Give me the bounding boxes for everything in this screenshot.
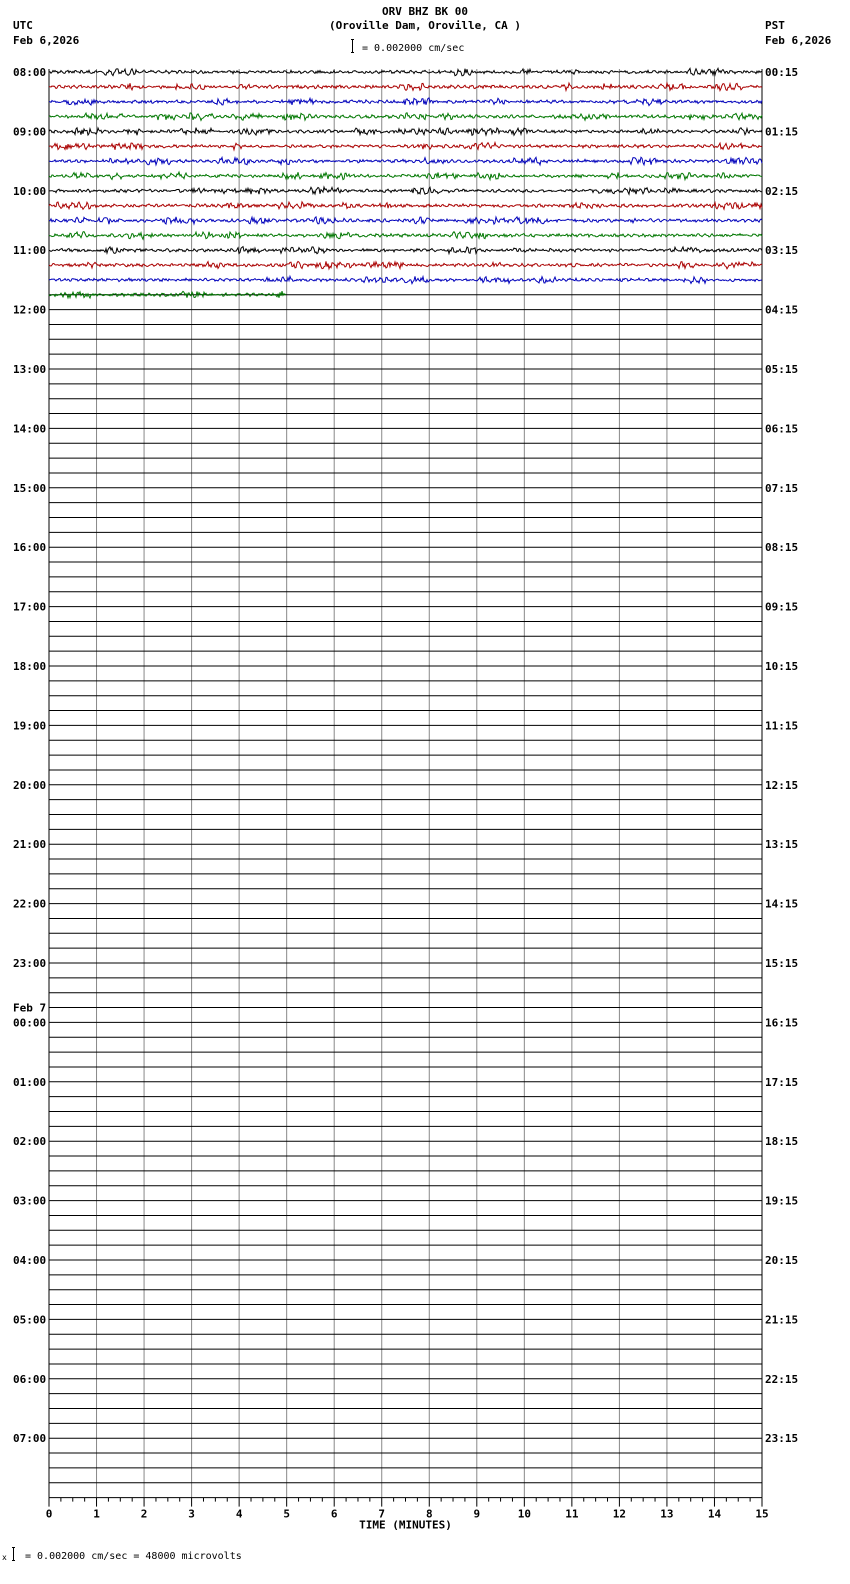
seismic-trace <box>49 217 762 224</box>
x-tick-label: 5 <box>283 1507 290 1521</box>
utc-hour-label: 14:00 <box>13 422 47 436</box>
utc-hour-label: 12:00 <box>13 303 47 317</box>
utc-hour-label: 09:00 <box>13 125 47 139</box>
pst-hour-label: 03:15 <box>765 244 799 258</box>
scale-label: = 0.002000 cm/sec <box>362 43 465 54</box>
x-tick-label: 3 <box>188 1507 195 1521</box>
footer-scale-icon <box>12 1547 16 1561</box>
seismic-trace <box>49 83 762 90</box>
seismic-trace <box>49 143 762 150</box>
pst-hour-label: 10:15 <box>765 660 799 673</box>
seismic-trace <box>49 261 762 269</box>
station-location: (Oroville Dam, Oroville, CA ) <box>328 19 522 32</box>
seismic-trace <box>49 276 762 283</box>
pst-hour-label: 14:15 <box>765 897 799 911</box>
pst-hour-label: 05:15 <box>765 363 799 376</box>
seismic-trace <box>49 128 762 136</box>
pst-hour-label: 23:15 <box>765 1432 799 1446</box>
time-axis <box>46 1498 769 1532</box>
pst-hour-label: 08:15 <box>765 541 799 555</box>
utc-hour-label: 13:00 <box>13 363 47 376</box>
pst-hour-label: 20:15 <box>765 1254 799 1267</box>
x-tick-label: 4 <box>235 1507 243 1521</box>
x-axis-label: TIME (MINUTES) <box>359 1518 452 1532</box>
seismic-trace <box>49 157 762 165</box>
x-tick-label: 11 <box>565 1507 579 1521</box>
x-tick-label: 15 <box>755 1507 769 1521</box>
x-tick-label: 7 <box>378 1507 386 1521</box>
date-change-label: Feb 7 <box>13 1001 47 1015</box>
utc-hour-label: 05:00 <box>13 1313 47 1327</box>
pst-hour-label: 16:15 <box>765 1016 799 1030</box>
seismic-trace <box>49 113 762 121</box>
footer-scale-note: = 0.002000 cm/sec = 48000 microvolts <box>25 1551 242 1562</box>
right-date: Feb 6,2026 <box>765 34 832 47</box>
pst-hour-label: 15:15 <box>765 957 799 970</box>
left-date: Feb 6,2026 <box>13 34 80 47</box>
pst-hour-label: 00:15 <box>765 66 799 79</box>
seismic-trace <box>49 232 762 240</box>
x-tick-label: 14 <box>707 1507 722 1521</box>
utc-hour-label: 22:00 <box>13 897 47 911</box>
utc-hour-label: 06:00 <box>13 1372 47 1386</box>
seismic-trace <box>49 172 762 180</box>
footer-marker: x <box>2 1553 7 1562</box>
utc-hour-label: 00:00 <box>13 1016 47 1030</box>
seismic-traces <box>49 68 762 298</box>
pst-hour-label: 13:15 <box>765 838 799 852</box>
pst-hour-label: 07:15 <box>765 481 799 495</box>
utc-hour-label: 10:00 <box>13 184 47 198</box>
pst-hour-label: 09:15 <box>765 600 799 614</box>
x-tick-label: 10 <box>517 1507 531 1521</box>
left-timezone: UTC <box>13 19 33 32</box>
utc-hour-label: 04:00 <box>13 1254 47 1267</box>
x-tick-label: 8 <box>425 1507 433 1521</box>
utc-hour-label: 03:00 <box>13 1194 47 1208</box>
pst-hour-label: 04:15 <box>765 303 799 317</box>
x-tick-label: 0 <box>45 1507 53 1521</box>
pst-hour-label: 21:15 <box>765 1313 799 1327</box>
utc-hour-label: 07:00 <box>13 1432 47 1446</box>
utc-hour-label: 19:00 <box>13 719 47 733</box>
seismic-trace <box>49 187 762 194</box>
x-tick-label: 1 <box>93 1507 100 1521</box>
utc-hour-label: 17:00 <box>13 600 47 614</box>
pst-hour-label: 12:15 <box>765 778 799 792</box>
pst-hour-label: 19:15 <box>765 1194 799 1208</box>
utc-hour-label: 02:00 <box>13 1135 47 1149</box>
seismic-trace <box>49 98 762 106</box>
utc-hour-label: 11:00 <box>13 244 47 258</box>
station-title: ORV BHZ BK 00 <box>381 5 469 18</box>
x-tick-label: 12 <box>612 1507 627 1521</box>
seismic-trace <box>49 68 762 75</box>
x-tick-label: 6 <box>330 1507 338 1521</box>
pst-hour-label: 22:15 <box>765 1372 799 1386</box>
x-tick-label: 2 <box>140 1507 148 1521</box>
x-tick-label: 13 <box>660 1507 674 1521</box>
x-tick-label: 9 <box>473 1507 481 1521</box>
pst-hour-label: 11:15 <box>765 719 799 733</box>
utc-hour-label: 20:00 <box>13 778 47 792</box>
pst-hour-label: 17:15 <box>765 1075 799 1089</box>
utc-hour-label: 23:00 <box>13 957 47 970</box>
utc-hour-label: 18:00 <box>13 660 47 673</box>
pst-hour-label: 18:15 <box>765 1135 799 1149</box>
right-timezone: PST <box>765 19 785 32</box>
utc-hour-label: 15:00 <box>13 481 47 495</box>
utc-hour-label: 16:00 <box>13 541 47 555</box>
seismic-trace <box>49 247 762 254</box>
pst-hour-label: 01:15 <box>765 125 799 139</box>
pst-hour-label: 06:15 <box>765 422 799 436</box>
seismic-trace <box>49 202 762 209</box>
pst-hour-label: 02:15 <box>765 184 799 198</box>
utc-hour-label: 08:00 <box>13 66 47 79</box>
utc-hour-label: 21:00 <box>13 838 47 852</box>
utc-hour-label: 01:00 <box>13 1075 47 1089</box>
plot-grid <box>49 69 762 1498</box>
